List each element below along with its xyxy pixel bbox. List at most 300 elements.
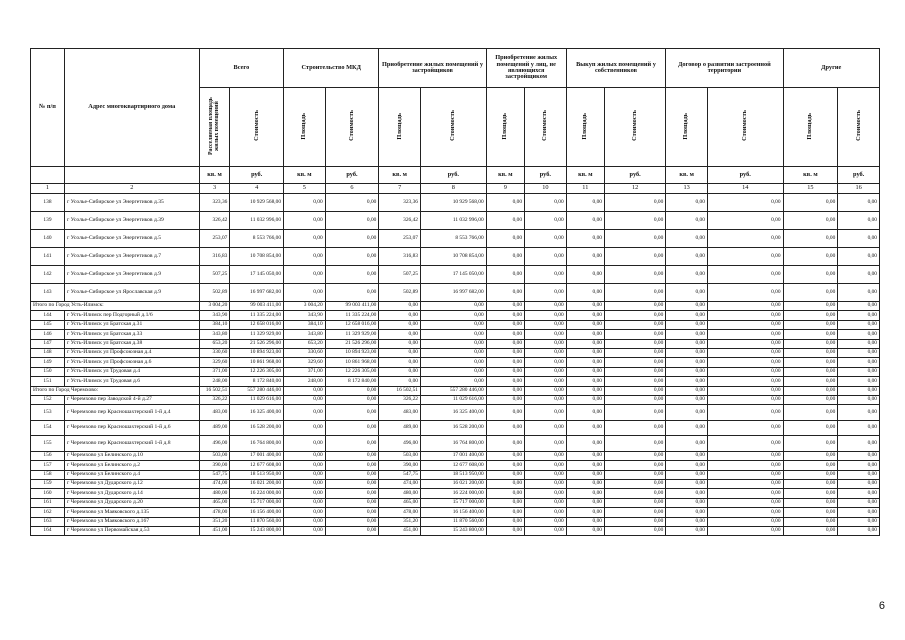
cell-cost: 0,00 <box>325 284 379 302</box>
cell-area: 0,00 <box>666 266 708 284</box>
cell-cost: 10 861 968,00 <box>325 358 379 367</box>
cell-area: 0,00 <box>379 377 421 386</box>
table-row <box>31 330 880 339</box>
cell-cost: 0,00 <box>525 489 567 498</box>
cell-cost: 0,00 <box>325 436 379 452</box>
cell-cost: 0,00 <box>525 498 567 507</box>
cell-cost: 0,00 <box>838 489 880 498</box>
cell-area: 390,00 <box>199 461 230 470</box>
row-number: 143 <box>31 284 65 302</box>
cell-cost: 0,00 <box>325 498 379 507</box>
cell-cost: 0,00 <box>604 461 665 470</box>
cell-area: 0,00 <box>566 302 604 311</box>
cell-cost: 15 717 000,00 <box>230 498 284 507</box>
cell-cost: 11 029 616,00 <box>230 395 284 404</box>
cell-area: 0,00 <box>666 230 708 248</box>
row-number: 164 <box>31 526 65 535</box>
cell-area: 0,00 <box>783 330 838 339</box>
cell-area: 489,00 <box>199 420 230 436</box>
cell-cost: 0,00 <box>325 230 379 248</box>
cell-area: 0,00 <box>666 420 708 436</box>
cell-cost: 0,00 <box>525 436 567 452</box>
cell-cost: 0,00 <box>838 395 880 404</box>
cell-cost: 0,00 <box>707 508 783 517</box>
cell-area: 0,00 <box>379 330 421 339</box>
cell-cost: 18 513 950,00 <box>230 470 284 479</box>
cell-cost: 0,00 <box>604 489 665 498</box>
cell-cost: 0,00 <box>325 479 379 488</box>
row-number: 147 <box>31 339 65 348</box>
cell-area: 0,00 <box>486 320 524 329</box>
unit-cell: руб. <box>707 167 783 184</box>
cell-area: 489,00 <box>379 420 421 436</box>
cell-area: 547,75 <box>199 470 230 479</box>
cell-cost: 11 329 929,00 <box>325 330 379 339</box>
subheader-cost <box>420 88 486 167</box>
row-address: г Черемхово ул Дударского д.20 <box>64 498 199 507</box>
cell-area: 0,00 <box>666 489 708 498</box>
cell-cost: 0,00 <box>838 248 880 266</box>
cell-area: 0,00 <box>566 489 604 498</box>
cell-area: 0,00 <box>783 420 838 436</box>
cell-cost: 0,00 <box>420 302 486 311</box>
cell-area: 0,00 <box>566 508 604 517</box>
cell-cost: 17 145 050,00 <box>420 266 486 284</box>
cell-cost: 557 280 446,00 <box>230 386 284 395</box>
cell-cost: 0,00 <box>838 367 880 376</box>
table-total-row <box>31 386 880 395</box>
cell-cost: 0,00 <box>325 489 379 498</box>
cell-cost: 16 021 200,00 <box>230 479 284 488</box>
unit-cell: руб. <box>420 167 486 184</box>
row-address: г Черемхово ул Белинского д.4 <box>64 470 199 479</box>
cell-cost: 0,00 <box>838 386 880 395</box>
cell-area: 0,00 <box>566 367 604 376</box>
cell-cost: 17 145 050,00 <box>230 266 284 284</box>
subheader-area <box>566 88 604 167</box>
cell-cost: 0,00 <box>604 348 665 357</box>
cell-area: 507,25 <box>199 266 230 284</box>
cell-area: 0,00 <box>486 330 524 339</box>
cell-cost: 0,00 <box>604 395 665 404</box>
cell-cost: 0,00 <box>525 386 567 395</box>
cell-cost: 0,00 <box>325 405 379 421</box>
cell-area: 0,00 <box>666 470 708 479</box>
cell-area: 0,00 <box>486 302 524 311</box>
cell-cost: 0,00 <box>838 461 880 470</box>
cell-area: 0,00 <box>666 284 708 302</box>
cell-area: 0,00 <box>486 248 524 266</box>
cell-cost: 16 528 200,00 <box>230 420 284 436</box>
cell-area: 0,00 <box>566 194 604 212</box>
cell-area: 480,00 <box>379 489 421 498</box>
cell-area: 0,00 <box>783 405 838 421</box>
cell-area: 0,00 <box>486 517 524 526</box>
subheader-cost <box>604 88 665 167</box>
cell-cost: 0,00 <box>325 194 379 212</box>
cell-area: 465,00 <box>199 498 230 507</box>
cell-area: 0,00 <box>666 320 708 329</box>
cell-cost: 0,00 <box>525 395 567 404</box>
cell-area: 0,00 <box>666 311 708 320</box>
cell-cost: 0,00 <box>838 420 880 436</box>
unit-cell: руб. <box>604 167 665 184</box>
table-row <box>31 212 880 230</box>
row-number: 161 <box>31 498 65 507</box>
cell-area: 0,00 <box>783 311 838 320</box>
cell-area: 3 004,20 <box>284 302 326 311</box>
cell-cost: 0,00 <box>525 405 567 421</box>
cell-area: 0,00 <box>486 386 524 395</box>
table-row <box>31 348 880 357</box>
cell-cost: 16 224 000,00 <box>230 489 284 498</box>
row-address: г Усолье-Сибирское ул Энергетиков д.5 <box>64 230 199 248</box>
cell-cost: 0,00 <box>707 194 783 212</box>
table-row <box>31 248 880 266</box>
cell-cost: 21 526 296,00 <box>325 339 379 348</box>
cell-cost: 0,00 <box>525 377 567 386</box>
cell-area: 0,00 <box>486 212 524 230</box>
cell-area: 0,00 <box>566 395 604 404</box>
cell-area: 0,00 <box>486 479 524 488</box>
cell-cost: 0,00 <box>325 248 379 266</box>
cell-area: 0,00 <box>666 330 708 339</box>
cell-area: 0,00 <box>666 339 708 348</box>
cell-cost: 0,00 <box>707 498 783 507</box>
cell-area: 0,00 <box>783 508 838 517</box>
cell-cost: 0,00 <box>525 461 567 470</box>
cell-cost: 0,00 <box>604 386 665 395</box>
cell-area: 0,00 <box>783 212 838 230</box>
table-row <box>31 230 880 248</box>
cell-cost: 0,00 <box>838 339 880 348</box>
cell-cost: 0,00 <box>707 377 783 386</box>
cell-cost: 16 156 400,00 <box>230 508 284 517</box>
cell-area: 0,00 <box>566 436 604 452</box>
cell-cost: 0,00 <box>604 194 665 212</box>
cell-cost: 0,00 <box>707 320 783 329</box>
cell-area: 503,00 <box>379 451 421 460</box>
cell-cost: 0,00 <box>838 320 880 329</box>
cell-cost: 0,00 <box>838 302 880 311</box>
unit-cell: руб. <box>230 167 284 184</box>
cell-area: 323,36 <box>199 194 230 212</box>
cell-area: 0,00 <box>486 436 524 452</box>
cell-area: 3 004,20 <box>199 302 230 311</box>
cell-cost: 0,00 <box>604 320 665 329</box>
cell-area: 248,00 <box>284 377 326 386</box>
cell-cost: 0,00 <box>707 489 783 498</box>
cell-cost: 99 003 411,00 <box>230 302 284 311</box>
cell-cost: 0,00 <box>525 470 567 479</box>
cell-area: 0,00 <box>379 302 421 311</box>
cell-cost: 0,00 <box>525 284 567 302</box>
cell-area: 0,00 <box>666 367 708 376</box>
subheader-label: Стоимость <box>252 110 260 142</box>
cell-cost: 11 032 996,00 <box>420 212 486 230</box>
cell-area: 0,00 <box>666 386 708 395</box>
row-address: г Черемхово ул Маяковского д.135 <box>64 508 199 517</box>
cell-cost: 0,00 <box>604 330 665 339</box>
cell-area: 478,00 <box>379 508 421 517</box>
column-number: 14 <box>707 184 783 194</box>
table-row <box>31 194 880 212</box>
cell-cost: 0,00 <box>604 470 665 479</box>
cell-area: 0,00 <box>566 320 604 329</box>
cell-cost: 11 032 996,00 <box>230 212 284 230</box>
cell-area: 547,75 <box>379 470 421 479</box>
row-address: г Черемхово ул Первомайская д.53 <box>64 526 199 535</box>
row-address: г Усть-Илимск ул Трудовая д.4 <box>64 367 199 376</box>
cell-cost: 0,00 <box>525 302 567 311</box>
cell-area: 653,20 <box>199 339 230 348</box>
header-group-total: Всего <box>199 49 283 88</box>
row-number: 157 <box>31 461 65 470</box>
table-row <box>31 470 880 479</box>
row-number: 148 <box>31 348 65 357</box>
cell-area: 0,00 <box>783 284 838 302</box>
row-number: 154 <box>31 420 65 436</box>
cell-cost: 0,00 <box>604 526 665 535</box>
cell-area: 0,00 <box>566 498 604 507</box>
cell-area: 351,20 <box>379 517 421 526</box>
cell-cost: 0,00 <box>525 420 567 436</box>
cell-cost: 0,00 <box>604 367 665 376</box>
cell-cost: 0,00 <box>604 284 665 302</box>
header-group-buyout: Выкуп жилых помещений у собственников <box>566 49 666 88</box>
cell-area: 0,00 <box>783 479 838 488</box>
cell-cost: 10 929 568,00 <box>420 194 486 212</box>
cell-area: 16 502,51 <box>199 386 230 395</box>
cell-area: 0,00 <box>666 377 708 386</box>
cell-area: 0,00 <box>486 461 524 470</box>
cell-area: 343,80 <box>199 330 230 339</box>
table-row <box>31 377 880 386</box>
subheader-label: Площадь <box>806 112 814 140</box>
cell-area: 0,00 <box>284 508 326 517</box>
cell-area: 496,00 <box>379 436 421 452</box>
cell-cost: 0,00 <box>325 420 379 436</box>
cell-area: 343,80 <box>284 330 326 339</box>
cell-area: 329,60 <box>199 358 230 367</box>
unit-cell: кв. м <box>379 167 421 184</box>
unit-cell: руб. <box>325 167 379 184</box>
cell-area: 326,22 <box>199 395 230 404</box>
cell-cost: 8 172 840,00 <box>230 377 284 386</box>
cell-area: 326,42 <box>379 212 421 230</box>
row-address: г Черемхово ул Дударского д.12 <box>64 479 199 488</box>
cell-cost: 0,00 <box>525 212 567 230</box>
row-number: 142 <box>31 266 65 284</box>
cell-area: 0,00 <box>783 489 838 498</box>
cell-cost: 0,00 <box>525 339 567 348</box>
table-row <box>31 266 880 284</box>
row-number: 139 <box>31 212 65 230</box>
subheader-area <box>199 88 230 167</box>
cell-cost: 21 526 296,00 <box>230 339 284 348</box>
cell-area: 330,60 <box>284 348 326 357</box>
cell-area: 0,00 <box>666 194 708 212</box>
cell-area: 0,00 <box>783 339 838 348</box>
cell-area: 0,00 <box>379 311 421 320</box>
cell-area: 0,00 <box>284 517 326 526</box>
cell-cost: 10 894 923,00 <box>325 348 379 357</box>
cell-area: 371,00 <box>284 367 326 376</box>
cell-area: 0,00 <box>783 377 838 386</box>
cell-cost: 0,00 <box>420 339 486 348</box>
cell-cost: 0,00 <box>525 311 567 320</box>
subheader-cost <box>230 88 284 167</box>
cell-cost: 0,00 <box>838 348 880 357</box>
cell-area: 0,00 <box>284 212 326 230</box>
cell-area: 0,00 <box>566 311 604 320</box>
total-label: Итого по Город Усть-Илимск: <box>31 302 200 311</box>
cell-area: 474,00 <box>379 479 421 488</box>
cell-cost: 0,00 <box>707 386 783 395</box>
cell-area: 502,89 <box>379 284 421 302</box>
subheader-label: Площадь <box>395 112 403 140</box>
cell-cost: 0,00 <box>420 311 486 320</box>
table-row <box>31 367 880 376</box>
row-number: 158 <box>31 470 65 479</box>
cell-area: 0,00 <box>379 339 421 348</box>
cell-area: 0,00 <box>284 266 326 284</box>
cell-cost: 16 528 200,00 <box>420 420 486 436</box>
row-number: 149 <box>31 358 65 367</box>
cell-cost: 10 929 568,00 <box>230 194 284 212</box>
cell-area: 502,89 <box>199 284 230 302</box>
cell-cost: 0,00 <box>707 526 783 535</box>
cell-cost: 0,00 <box>707 420 783 436</box>
cell-cost: 0,00 <box>707 451 783 460</box>
cell-cost: 8 172 840,00 <box>325 377 379 386</box>
table-row <box>31 451 880 460</box>
cell-cost: 16 764 800,00 <box>420 436 486 452</box>
cell-area: 0,00 <box>666 461 708 470</box>
cell-cost: 15 243 800,00 <box>420 526 486 535</box>
cell-area: 483,00 <box>199 405 230 421</box>
cell-area: 0,00 <box>566 451 604 460</box>
cell-area: 323,36 <box>379 194 421 212</box>
header-num: № п/п <box>31 49 65 167</box>
row-address: г Черемхово пер Заводской 4-й д.27 <box>64 395 199 404</box>
cell-cost: 16 156 400,00 <box>420 508 486 517</box>
row-address: г Усолье-Сибирское ул Энергетиков д.7 <box>64 248 199 266</box>
cell-cost: 0,00 <box>604 508 665 517</box>
row-number: 140 <box>31 230 65 248</box>
cell-area: 343,90 <box>284 311 326 320</box>
cell-cost: 0,00 <box>838 479 880 488</box>
cell-cost: 0,00 <box>838 230 880 248</box>
row-number: 163 <box>31 517 65 526</box>
cell-area: 0,00 <box>486 395 524 404</box>
column-number: 4 <box>230 184 284 194</box>
table-row <box>31 358 880 367</box>
cell-cost: 0,00 <box>838 266 880 284</box>
cell-area: 0,00 <box>666 302 708 311</box>
table-row <box>31 405 880 421</box>
cell-area: 0,00 <box>783 348 838 357</box>
cell-area: 0,00 <box>783 436 838 452</box>
cell-area: 0,00 <box>566 248 604 266</box>
row-number: 156 <box>31 451 65 460</box>
cell-area: 0,00 <box>566 526 604 535</box>
table-row <box>31 320 880 329</box>
table-row <box>31 339 880 348</box>
cell-area: 0,00 <box>486 266 524 284</box>
cell-cost: 0,00 <box>604 311 665 320</box>
cell-area: 0,00 <box>783 194 838 212</box>
cell-area: 326,42 <box>199 212 230 230</box>
row-address: г Черемхово ул Дударского д.14 <box>64 489 199 498</box>
cell-cost: 0,00 <box>838 498 880 507</box>
cell-area: 0,00 <box>566 405 604 421</box>
cell-cost: 17 001 400,00 <box>420 451 486 460</box>
subheader-label: Расселяемая площадь жилых помещений <box>207 96 220 155</box>
housing-table <box>30 48 880 536</box>
table-row <box>31 517 880 526</box>
cell-area: 0,00 <box>284 470 326 479</box>
row-address: г Усть-Илимск ул Братская д.38 <box>64 339 199 348</box>
cell-area: 0,00 <box>284 526 326 535</box>
cell-cost: 0,00 <box>838 212 880 230</box>
cell-cost: 0,00 <box>838 526 880 535</box>
cell-area: 0,00 <box>486 489 524 498</box>
cell-cost: 0,00 <box>420 330 486 339</box>
cell-area: 451,00 <box>379 526 421 535</box>
cell-cost: 16 997 682,00 <box>420 284 486 302</box>
unit-cell: кв. м <box>199 167 230 184</box>
cell-area: 0,00 <box>379 348 421 357</box>
cell-area: 0,00 <box>486 367 524 376</box>
cell-area: 0,00 <box>783 358 838 367</box>
cell-cost: 0,00 <box>420 358 486 367</box>
cell-cost: 15 243 800,00 <box>230 526 284 535</box>
cell-cost: 0,00 <box>707 436 783 452</box>
row-address: г Черемхово пер Красношахтерский 1-й д.6 <box>64 420 199 436</box>
subheader-area <box>379 88 421 167</box>
cell-cost: 11 335 224,00 <box>325 311 379 320</box>
row-number: 162 <box>31 508 65 517</box>
cell-cost: 0,00 <box>707 339 783 348</box>
subheader-label: Стоимость <box>741 110 749 142</box>
cell-area: 0,00 <box>566 339 604 348</box>
subheader-label: Площадь <box>581 112 589 140</box>
subheader-label: Стоимость <box>541 110 549 142</box>
subheader-area <box>666 88 708 167</box>
cell-area: 0,00 <box>783 302 838 311</box>
cell-area: 0,00 <box>666 508 708 517</box>
cell-area: 0,00 <box>666 405 708 421</box>
row-number: 141 <box>31 248 65 266</box>
cell-area: 653,20 <box>284 339 326 348</box>
cell-area: 0,00 <box>666 479 708 488</box>
cell-cost: 11 870 560,00 <box>420 517 486 526</box>
column-number: 6 <box>325 184 379 194</box>
cell-cost: 0,00 <box>838 405 880 421</box>
cell-area: 0,00 <box>486 377 524 386</box>
cell-cost: 8 553 766,00 <box>420 230 486 248</box>
column-number: 5 <box>284 184 326 194</box>
cell-area: 0,00 <box>783 461 838 470</box>
cell-area: 451,00 <box>199 526 230 535</box>
cell-cost: 0,00 <box>604 517 665 526</box>
cell-cost: 0,00 <box>838 358 880 367</box>
cell-cost: 16 325 400,00 <box>420 405 486 421</box>
unit-cell: руб. <box>525 167 567 184</box>
cell-area: 371,00 <box>199 367 230 376</box>
header-group-developers: Приобретение жилых помещений у застройщиков <box>379 49 486 88</box>
